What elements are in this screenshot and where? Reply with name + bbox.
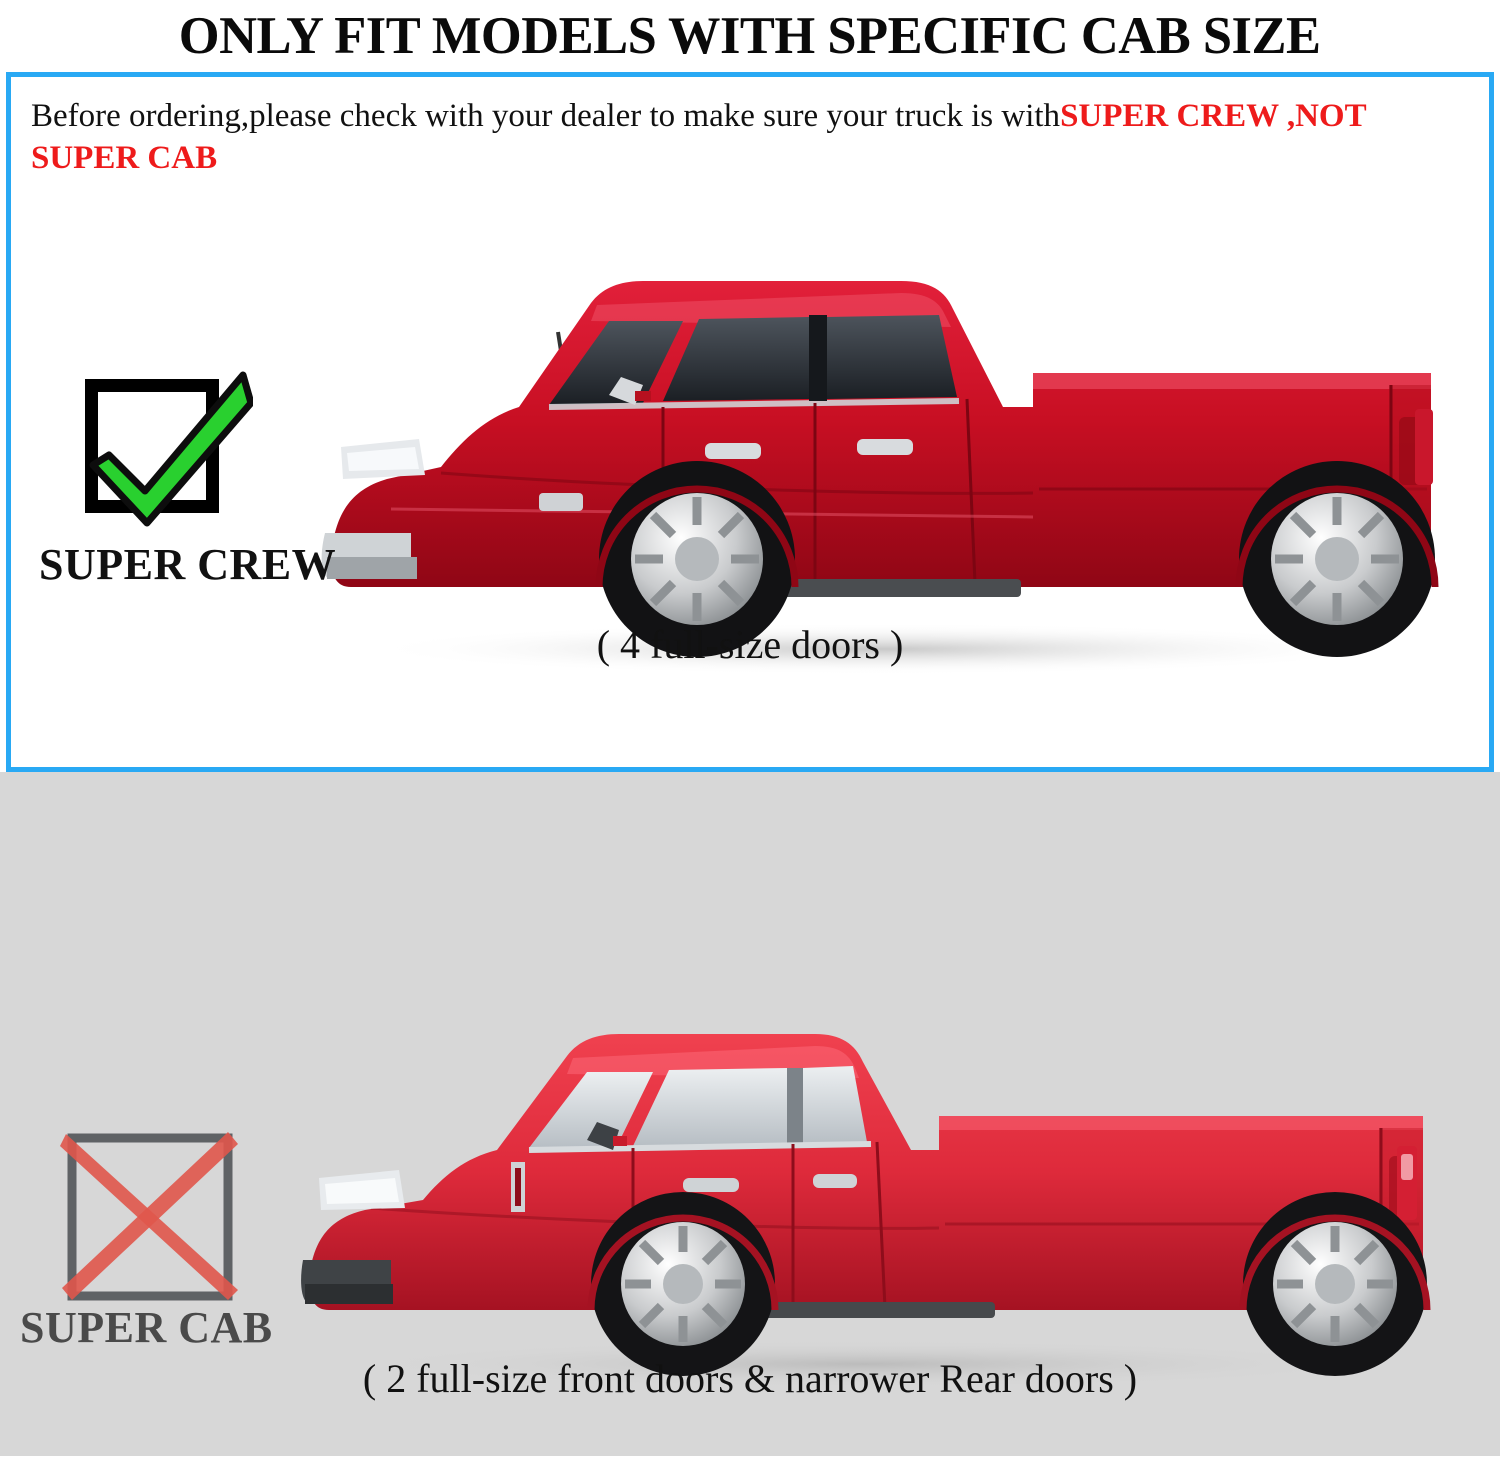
super-cab-label: SUPER CAB xyxy=(20,1303,273,1352)
super-cab-panel xyxy=(0,772,1500,1456)
headline-banner xyxy=(0,0,1500,72)
ordering-note-text: Before ordering,please check with your dealer to make sure your truck is with xyxy=(31,98,1061,134)
super-cab-caption: ( 2 full-size front doors & narrower Rear doors ) xyxy=(362,1356,1138,1401)
ordering-note xyxy=(11,77,1489,179)
super-crew-label: SUPER CREW xyxy=(39,540,337,589)
super-crew-panel xyxy=(6,72,1494,772)
super-cab-truck-image xyxy=(275,1012,1455,1392)
check-mark-icon xyxy=(73,367,253,547)
super-crew-truck-image xyxy=(291,257,1471,677)
page-title: ONLY FIT MODELS WITH SPECIFIC CAB SIZE xyxy=(179,7,1321,65)
cross-mark-icon xyxy=(60,1132,240,1302)
super-crew-caption: ( 4 full-size doors ) xyxy=(596,622,904,667)
ordering-note-warning: SUPER CREW ,NOT SUPER CAB xyxy=(31,98,1366,177)
